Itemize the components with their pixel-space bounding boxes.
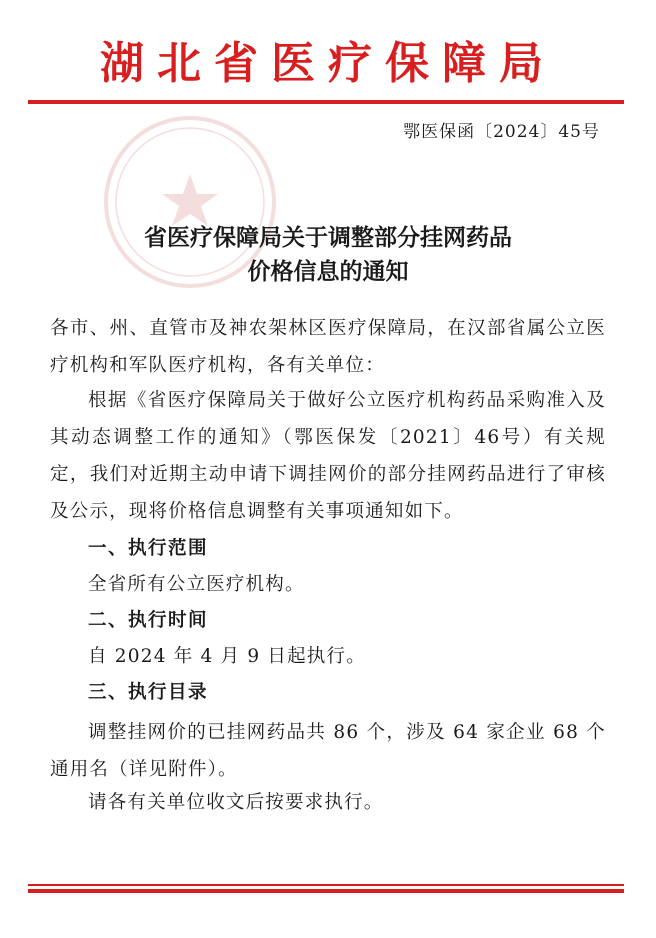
section-heading-scope: 一、执行范围 <box>88 538 209 559</box>
document-title-line-2: 价格信息的通知 <box>247 259 409 285</box>
section-text-catalog: 调整挂网价的已挂网药品共 86 个，涉及 64 家企业 68 个通用名（详见附件）。 <box>50 722 606 780</box>
section-heading-catalog: 三、执行目录 <box>88 682 209 703</box>
footer-thin-rule <box>28 884 624 886</box>
section-heading-time: 二、执行时间 <box>88 610 209 631</box>
footer-thick-rule <box>28 889 624 893</box>
addressee-paragraph: 各市、州、直管市及神农架林区医疗保障局，在汉部省属公立医疗机构和军队医疗机构，各有关单位： <box>50 318 606 376</box>
closing-line: 请各有关单位收文后按要求执行。 <box>88 792 384 813</box>
section-text-time: 自 2024 年 4 月 9 日起执行。 <box>88 646 366 667</box>
section-text-scope: 全省所有公立医疗机构。 <box>88 574 305 595</box>
document-title-line-1: 省医疗保障局关于调整部分挂网药品 <box>144 225 512 251</box>
agency-header: 湖北省医疗保障局 <box>100 38 556 89</box>
intro-paragraph: 根据《省医疗保障局关于做好公立医疗机构药品采购准入及其动态调整工作的通知》（鄂医保发〔2021〕46号）有关规定，我们对近期主动申请下调挂网价的部分挂网药品进行了审核及公示，现将价格信息调整有关事项通知如下。 <box>50 390 606 522</box>
header-red-rule <box>28 100 624 104</box>
document-number: 鄂医保函〔2024〕45号 <box>403 122 600 142</box>
